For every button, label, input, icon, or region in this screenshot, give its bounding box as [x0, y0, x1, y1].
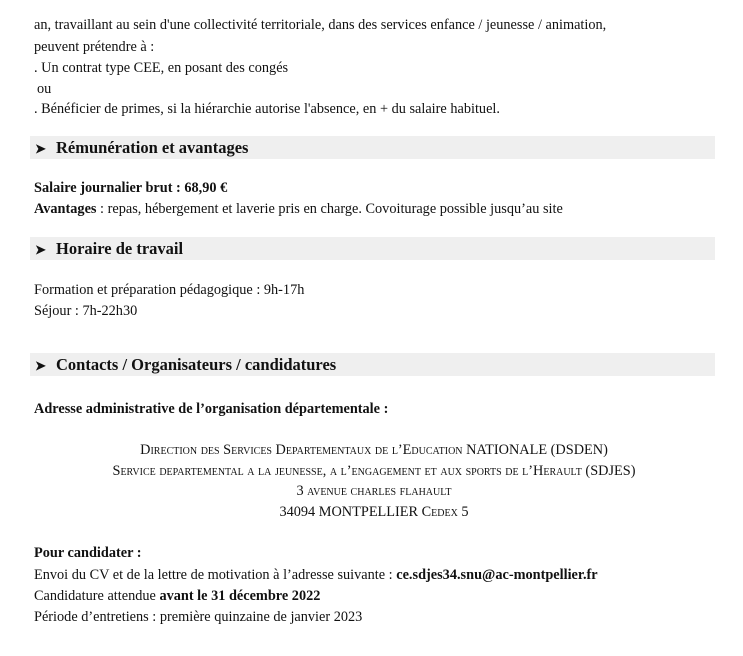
- deadline-text: Candidature attendue: [34, 588, 160, 604]
- address-line-2: Service departemental a la jeunesse, a l’engagement et aux sports de l’Herault (SDJES): [112, 463, 636, 479]
- advantages-label: Avantages: [34, 201, 97, 217]
- apply-label-text: Pour candidater :: [34, 545, 142, 561]
- section-title: Contacts / Organisateurs / candidatures: [56, 355, 337, 374]
- interviews-line: Période d’entretiens : première quinzaine de janvier 2023: [34, 609, 363, 625]
- apply-label: [34, 544, 142, 562]
- arrow-bullet-icon: ➤: [35, 242, 46, 257]
- address-line-1: Direction des Services Departementaux de l’Education NATIONALE (DSDEN): [140, 442, 608, 458]
- address-label: [34, 400, 388, 418]
- salary-line: [34, 179, 227, 197]
- salary-label: Salaire journalier brut : 68,90 €: [34, 180, 228, 196]
- arrow-bullet-icon: ➤: [35, 358, 46, 373]
- address-line-3: 3 avenue charles flahault: [296, 483, 452, 499]
- section-heading-horaire: [30, 237, 715, 260]
- section-title: Rémunération et avantages: [56, 138, 249, 157]
- intro-line-1: an, travaillant au sein d'une collectivité territoriale, dans des services enfance / jeunesse / animation,: [34, 17, 607, 33]
- address-label-text: Adresse administrative de l’organisation départementale :: [34, 401, 389, 417]
- intro-line-5: . Bénéficier de primes, si la hiérarchie autorise l'absence, en + du salaire habituel.: [34, 101, 500, 117]
- section-heading-contacts: [30, 353, 715, 376]
- section-title: Horaire de travail: [56, 239, 184, 258]
- intro-line-4: ou: [37, 81, 52, 97]
- arrow-bullet-icon: ➤: [35, 141, 46, 156]
- address-line-4: 34094 MONTPELLIER Cedex 5: [279, 504, 469, 520]
- advantages-line: [34, 200, 563, 218]
- intro-line-2: peuvent prétendre à :: [34, 39, 155, 55]
- apply-text: Envoi du CV et de la lettre de motivation à l’adresse suivante :: [34, 567, 397, 583]
- email-link[interactable]: ce.sdjes34.snu@ac-montpellier.fr: [396, 567, 598, 583]
- advantages-text: : repas, hébergement et laverie pris en charge. Covoiturage possible jusqu’au site: [96, 201, 563, 217]
- apply-line: [34, 566, 598, 584]
- deadline-line: [34, 587, 320, 605]
- sejour-line: Séjour : 7h-22h30: [34, 303, 138, 319]
- formation-line: Formation et préparation pédagogique : 9h-17h: [34, 282, 305, 298]
- intro-line-3: . Un contrat type CEE, en posant des congés: [34, 60, 289, 76]
- section-heading-remuneration: [30, 136, 715, 159]
- deadline-date: avant le 31 décembre 2022: [159, 588, 321, 604]
